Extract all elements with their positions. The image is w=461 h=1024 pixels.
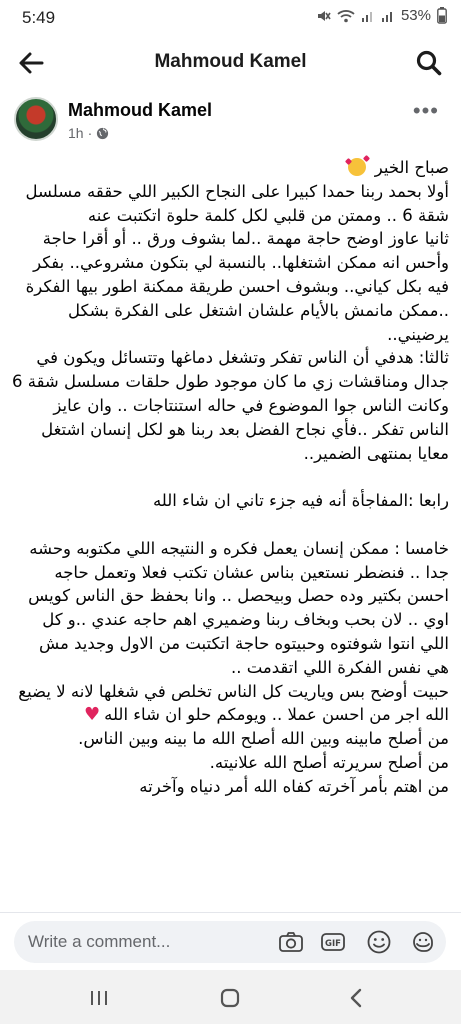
- home-icon[interactable]: [218, 986, 242, 1010]
- post-paragraph-1: أولا بحمد ربنا حمدا كبيرا على النجاح الكبير اللي حققه مسلسل شقة 6 .. وممتن من قلبي لكل كلمة حلوة اتكتبت عنه: [25, 181, 449, 225]
- post-paragraph-4: رابعا :المفاجأة أنه فيه جزء تاني ان شاء الله: [152, 491, 449, 511]
- globe-icon: [96, 127, 109, 140]
- post-body: [12, 156, 449, 799]
- mute-icon: [315, 8, 331, 24]
- battery-percent: 53%: [400, 7, 431, 24]
- blank-line: [12, 513, 449, 537]
- blank-line: [12, 465, 449, 489]
- post-paragraph-7: من أصلح مابينه وبين الله أصلح الله ما بينه وبين الناس.: [78, 729, 449, 749]
- post-paragraph-2: ثانيا عاوز اوضح حاجة مهمة ..لما بشوف ورق .. أو أقرا حاجة وأحس انه ممكن اشتغلها.. بالنسبة لي بتكون مشروعي.. بفكر فيه بكل كياني.. وبشوف احسن طريقة ممكنة اطور بيها الفكرة ..ممكن مانمش بالأيام علشان اشتغل على الفكرة بشكل يرضيني..: [25, 229, 449, 344]
- signal-icon: [361, 9, 375, 23]
- post-time[interactable]: 1h: [68, 125, 84, 141]
- back-icon[interactable]: [345, 986, 369, 1010]
- post-meta: [68, 125, 109, 141]
- red-heart-icon: ♥: [83, 704, 101, 726]
- post-paragraph-3: ثالثا: هدفي أن الناس تفكر وتشغل دماغها وتتسائل ويكون في جدال ومناقشات زي ما كان موجود طول حلقات مسلسل شقة 6 وكانت الناس جوا الموضوع في حاله استنتاجات .. وان عايز الناس تفكر ..فأي نجاح الفضل بعد ربنا هو لكل إنسان اشتغل معايا بمنتهى الضمير..: [11, 348, 449, 463]
- meta-separator: ·: [87, 125, 93, 141]
- post-line-greeting: صباح الخير: [12, 156, 449, 180]
- status-icons: [315, 7, 447, 24]
- status-bar: [0, 0, 461, 36]
- wifi-icon: [337, 8, 355, 24]
- svg-text:GIF: GIF: [325, 939, 341, 949]
- post-paragraph-6: حبيت أوضح بس وياريت كل الناس تخلص في شغلها لانه لا يضيع الله اجر من احسن عملا .. ويومكم حلو ان شاء الله♥: [18, 681, 449, 726]
- emoji-icon[interactable]: [366, 929, 392, 955]
- post-paragraph-9: من اهتم بأمر آخرته كفاه الله أمر دنياه وآخرته: [139, 776, 449, 796]
- comment-input[interactable]: [14, 921, 446, 963]
- signal-icon: [381, 9, 395, 23]
- sticker-icon[interactable]: [410, 929, 436, 955]
- smiling-face-hearts-icon: [348, 158, 366, 176]
- status-time: 5:49: [22, 8, 56, 27]
- search-icon[interactable]: [415, 49, 443, 77]
- navigation-bar: [0, 970, 461, 1024]
- app-header: [0, 36, 461, 90]
- avatar[interactable]: [14, 97, 58, 141]
- recent-apps-icon[interactable]: [87, 986, 111, 1010]
- camera-icon[interactable]: [278, 929, 304, 955]
- post-paragraph-8: من أصلح سريرته أصلح الله علانيته.: [209, 752, 449, 772]
- header-title: Mahmoud Kamel: [154, 51, 307, 72]
- author-name[interactable]: Mahmoud Kamel: [68, 100, 213, 120]
- post-paragraph-5: خامسا : ممكن إنسان يعمل فكره و النتيجه اللي مكتوبه وحشه جدا .. فنضطر نستعين بناس عشان تكتب فعلا وتعمل حاجه احسن بكتير وده حصل وبيحصل .. وانا بحفظ حق الناس كويس اوي .. لان بحب وبخاف ربنا وضميري اهم حاجه عندي ..و كل اللي انتوا شوفتوه وحبيتوه حاجة اتكتبت من الاول وجديد مش هي نفس الفكرة اللي اتقدمت ..: [28, 538, 449, 677]
- comment-placeholder: Write a comment...: [28, 932, 171, 951]
- gif-icon[interactable]: [320, 929, 346, 955]
- battery-icon: [437, 7, 447, 24]
- post-header: [0, 92, 461, 148]
- more-options-button[interactable]: •••: [412, 98, 439, 123]
- comment-bar: [0, 912, 461, 971]
